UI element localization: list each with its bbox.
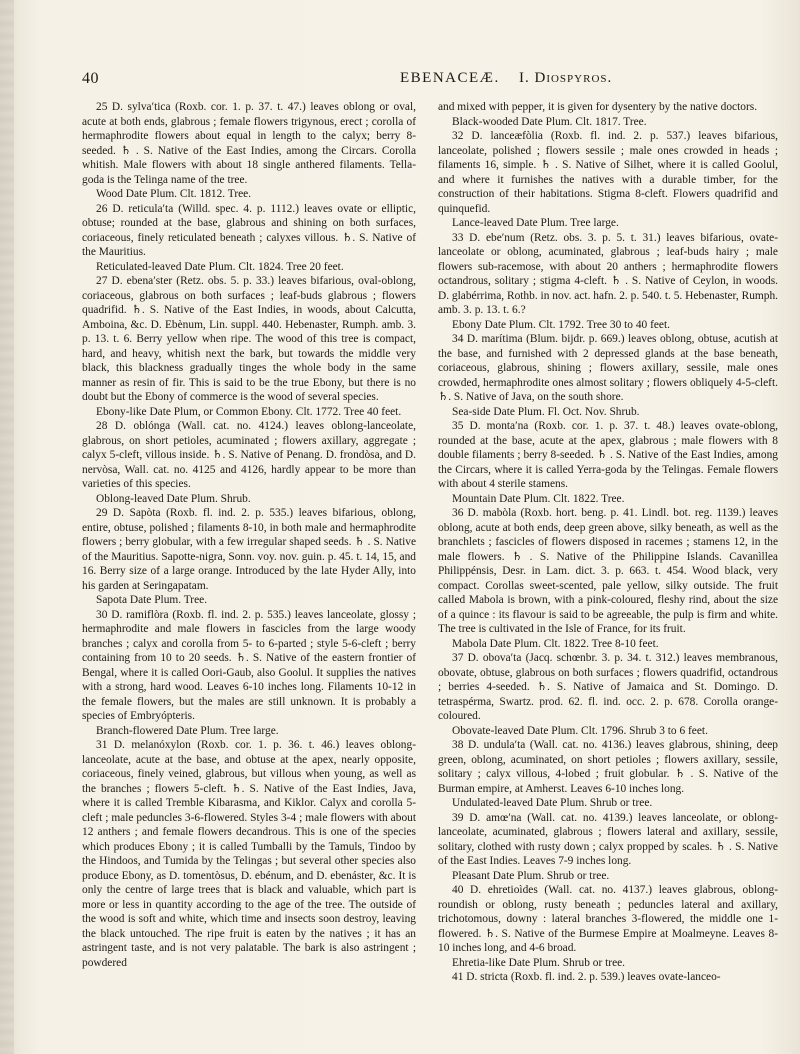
species-entry: 27 D. ebena′ster (Retz. obs. 5. p. 33.) leaves bifarious, oval-oblong, coriaceous, glabrous on both surfaces ; leaf-buds glabrous ; flowers quadrifid. ♄. S. Native of the East Indies, in woods, about Calcutta, Amboina, &c. D. Ebènum, Lin. suppl. 440. Hebenaster, Rumph. amb. 3. p. 13. t. 6. Berry yellow when ripe. The wood of this tree is compact, hard, and heavy, whitish next the bark, but towards the middle very black, this blackness gradually tinges the whole body in the same manner as resin of fir. This is said to be the true Ebony, but there is no doubt but the Ebony of commerce is the wood of several species.: [82, 275, 416, 403]
species-entry: 28 D. oblónga (Wall. cat. no. 4124.) leaves oblong-lanceolate, glabrous, on short petioles, acuminated ; flowers axillary, aggregate ; calyx 5-cleft, villous inside. ♄. S. Native of Penang. D. frondòsa, and D. nervòsa, Wall. cat. no. 4125 and 4126, hardly appear to be more than varieties of this species.: [82, 420, 416, 490]
common-name-line: Lance-leaved Date Plum. Tree large.: [452, 217, 619, 229]
common-name-line: Pleasant Date Plum. Shrub or tree.: [452, 869, 610, 882]
species-entry: 39 D. amœ′na (Wall. cat. no. 4139.) leaves lanceolate, or oblong-lanceolate, acuminated, glabrous ; flowers lateral and axillary, sessile, solitary, clothed with rusty down ; calyx propped by scales. ♄ . S. Native of the East Indies. Leaves 7-9 inches long.: [438, 811, 778, 867]
common-name-line: Mountain Date Plum. Clt. 1822. Tree.: [452, 492, 625, 505]
species-entry: 38 D. undula′ta (Wall. cat. no. 4136.) leaves glabrous, shining, deep green, oblong, acuminated, on short petioles ; flowers axillary, sessile, solitary ; calyx villous, 4-lobed ; fruit globular. ♄ . S. Native of the Burman empire, at Amherst. Leaves 6-10 inches long.: [438, 739, 778, 795]
common-name-line: Reticulated-leaved Date Plum. Clt. 1824. Tree 20 feet.: [96, 260, 344, 273]
right-column: [438, 100, 778, 985]
common-name-line: Oblong-leaved Date Plum. Shrub.: [96, 492, 251, 505]
species-entry: 36 D. mabòla (Roxb. hort. beng. p. 41. Lindl. bot. reg. 1139.) leaves oblong, acute at both ends, deep green above, silky beneath, as well as the branchlets ; fascicles of flowers disposed in racemes ; stamens 12, in the male flowers. ♄ . S. Native of the Philippine Islands. Cavanìllea Philippénsis, Desr. in Lam. dict. 3. p. 663. t. 454. Wood black, very compact. Corollas sweet-scented, pale yellow, silky outside. The fruit called Mabola is brown, with a pink-coloured, fleshy rind, about the size of a quince : its flavour is said to be agreeable, the pulp is firm and white. The tree is cultivated in the Isle of France, for its fruit.: [438, 507, 778, 635]
species-entry: 41 D. stricta (Roxb. fl. ind. 2. p. 539.) leaves ovate-lanceo-: [452, 971, 721, 983]
species-entry: 34 D. marítima (Blum. bijdr. p. 669.) leaves oblong, obtuse, acutish at the base, and furnished with 2 depressed glands at the base beneath, coriaceous, glabrous, shining ; flowers axillary, sessile, male ones crowded, hermaphrodite ones almost solitary ; flowers obliquely 4-5-cleft. ♄. S. Native of Java, on the south shore.: [438, 333, 778, 403]
page-number: 40: [82, 70, 99, 87]
family-heading: EBENACEÆ.: [400, 70, 500, 86]
common-name-line: Branch-flowered Date Plum. Tree large.: [96, 724, 279, 737]
common-name-line: Ebony-like Date Plum, or Common Ebony. Clt. 1772. Tree 40 feet.: [96, 405, 402, 418]
common-name-line: Obovate-leaved Date Plum. Clt. 1796. Shrub 3 to 6 feet.: [452, 724, 708, 737]
species-entry: 33 D. ebe′num (Retz. obs. 3. p. 5. t. 31.) leaves bifarious, ovate-lanceolate or oblong, acuminated, glabrous ; leaf-buds hairy ; male flowers sub-racemose, with about 20 anthers ; hermaphrodite flowers octandrous, solitary ; stigma 4-cleft. ♄ . S. Native of Ceylon, in woods. D. glabérrima, Rothb. in nov. act. hafn. 2. p. 540. t. 5. Hebenaster, Rumph. amb. 3. p. 13. t. 6.?: [438, 231, 778, 316]
continued-paragraph: and mixed with pepper, it is given for dysentery by the native doctors.: [438, 101, 758, 113]
species-entry: 37 D. obova′ta (Jacq. schœnbr. 3. p. 34. t. 312.) leaves membranous, obovate, obtuse, glabrous on both surfaces ; flowers quadrifid, octandrous ; berries 4-seeded. ♄. S. Native of Jamaica and St. Domingo. D. tetraspérma, Swartz. prod. 62. fl. ind. occ. 2. p. 678. Corolla orange-coloured.: [438, 652, 778, 722]
common-name-line: Ebony Date Plum. Clt. 1792. Tree 30 to 40 feet.: [452, 318, 670, 331]
common-name-line: Undulated-leaved Date Plum. Shrub or tree.: [452, 797, 653, 809]
common-name-line: Black-wooded Date Plum. Clt. 1817. Tree.: [452, 115, 647, 128]
left-column: [82, 100, 416, 970]
common-name-line: Mabola Date Plum. Clt. 1822. Tree 8-10 feet.: [452, 637, 659, 650]
common-name-line: Sea-side Date Plum. Fl. Oct. Nov. Shrub.: [452, 405, 640, 418]
species-entry: 40 D. ehretioìdes (Wall. cat. no. 4137.) leaves glabrous, oblong-roundish or oblong, rusty beneath ; peduncles lateral and axillary, trichotomous, downy : lateral branches 3-flowered, the middle one 1-flowered. ♄. S. Native of the Burmese Empire at Moalmeyne. Leaves 8-10 inches long, and 4-6 broad.: [438, 884, 778, 954]
species-entry: 29 D. Sapòta (Roxb. fl. ind. 2. p. 535.) leaves bifarious, oblong, entire, obtuse, polished ; filaments 8-10, in both male and hermaphrodite flowers ; berry globular, with a few irregular shaped seeds. ♄ . S. Native of the Mauritius. Sapotte-nigra, Sonn. voy. nov. guin. p. 45. t. 14, 15, and 16. Berry size of a large orange. Introduced by the late Hyder Ally, into his garden at Seringapatam.: [82, 507, 416, 592]
species-entry: 30 D. ramiflòra (Roxb. fl. ind. 2. p. 535.) leaves lanceolate, glossy ; hermaphrodite and male flowers in fascicles from the large woody branches ; calyx and corolla from 5- to 6-parted ; style 5-6-cleft ; berry containing from 10 to 20 seeds. ♄. S. Native of the eastern frontier of Bengal, where it is called Oori-Gaub, also Goolul. It supplies the natives with a strong, hard wood. Leaves 6-10 inches long. Filaments 10-12 in the female flowers, but the males are still unknown. It is probably a species of Embryópteris.: [82, 608, 416, 722]
genus-heading: I. Diospyros.: [519, 70, 613, 86]
species-entry: 35 D. monta′na (Roxb. cor. 1. p. 37. t. 48.) leaves ovate-oblong, rounded at the base, acute at the apex, glabrous ; male flowers with 8 double filaments ; berry 8-seeded. ♄ . S. Native of the East Indies, among the Circars, where it is called Yerra-goda by the Telingas. Female flowers with about 4 sterile stamens.: [438, 420, 778, 490]
common-name-line: Sapota Date Plum. Tree.: [96, 594, 208, 606]
species-entry: 26 D. reticula′ta (Willd. spec. 4. p. 1112.) leaves ovate or elliptic, obtuse; rounded at the base, glabrous and shining on both surfaces, coriaceous, finely reticulated beneath ; calyxes villous. ♄. S. Native of the Mauritius.: [82, 202, 416, 258]
common-name-line: Ehretia-like Date Plum. Shrub or tree.: [452, 956, 626, 969]
page-binding-edge: [0, 0, 14, 1054]
species-entry: 31 D. melanóxylon (Roxb. cor. 1. p. 36. t. 46.) leaves oblong-lanceolate, acute at the base, and obtuse at the apex, nearly opposite, coriaceous, finely veined, glabrous, but villous when young, as well as the branches ; flowers 5-cleft. ♄. S. Native of the East Indies, Java, where it is called Tremble Kibarasma, and Kiklor. Calyx and corolla 5-cleft ; male peduncles 3-6-flowered. Styles 3-4 ; male flowers with about 12 anthers ; and female flowers decandrous. This is one of the species which produces Ebony ; it is called Tumballi by the Tamuls, Tindoo by the Hindoos, and Tumida by the Telingas ; but several other species also produce Ebony, as D. tomentòsus, D. ebénum, and D. ebenáster, &c. It is only the centre of large trees that is black and valuable, which part is more or less in quantity according to the age of the tree. The outside of the wood is soft and white, which time and insects soon destroy, leaving the black untouched. The ripe fruit is eaten by the natives ; it has an astringent taste, and is not very palatable. The bark is also astringent ; powdered: [82, 739, 416, 969]
common-name-line: Wood Date Plum. Clt. 1812. Tree.: [96, 188, 252, 200]
species-entry: 32 D. lanceæfòlia (Roxb. fl. ind. 2. p. 537.) leaves bifarious, lanceolate, polished ; flowers sessile ; male ones crowded in heads ; filaments 16, simple. ♄ . S. Native of Silhet, where it is called Goolul, and where it furnishes the natives with a durable timber, for the construction of their habitations. Stigma 8-cleft. Flowers quadrifid and quinquefid.: [438, 130, 778, 215]
running-header: [82, 70, 770, 90]
species-entry: 25 D. sylva′tica (Roxb. cor. 1. p. 37. t. 47.) leaves oblong or oval, acute at both ends, glabrous ; female flowers trigynous, erect ; corolla of hermaphrodite flowers about equal in length to the calyx; berry 8-seeded. ♄ . S. Native of the East Indies, among the Circars. Corolla whitish. Male flowers with about 18 single anthered filaments. Tella-goda is the Telinga name of the tree.: [82, 101, 416, 186]
